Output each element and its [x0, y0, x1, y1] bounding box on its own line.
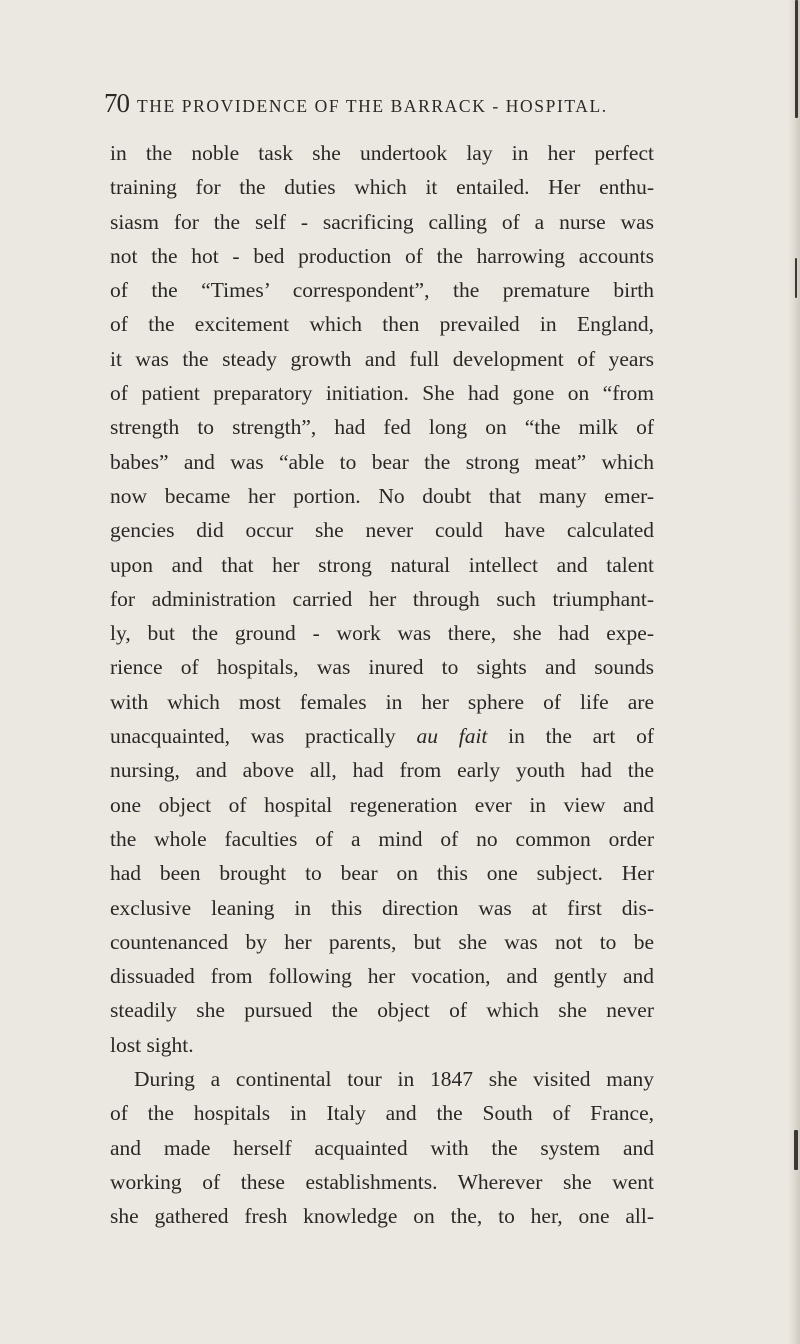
text-line: of the excitement which then prevailed in England, — [110, 312, 654, 337]
text-line: now became her portion. No doubt that many emer- — [110, 483, 654, 508]
text-line: of the “Times’ correspondent”, the premature birth — [110, 278, 654, 303]
text-line: for administration carried her through such triumphant- — [110, 586, 654, 611]
text-line: with which most females in her sphere of life are — [110, 689, 654, 714]
text-line: ly, but the ground - work was there, she had expe- — [110, 621, 654, 646]
body-text — [110, 136, 654, 1234]
running-title: THE PROVIDENCE OF THE BARRACK - HOSPITAL. — [137, 96, 608, 116]
edge-mark — [795, 258, 797, 298]
edge-mark — [795, 0, 798, 118]
text-line: steadily she pursued the object of which she never — [110, 998, 654, 1023]
running-head — [104, 88, 664, 118]
edge-mark — [794, 1130, 798, 1170]
text-line: siasm for the self - sacrificing calling of a nurse was — [110, 209, 654, 234]
text-line: gencies did occur she never could have calculated — [110, 518, 654, 543]
text-line: exclusive leaning in this direction was at first dis- — [110, 895, 654, 920]
text-line: of the hospitals in Italy and the South of France, — [110, 1101, 654, 1126]
text-line: lost sight. — [110, 1032, 194, 1057]
text-line: babes” and was “able to bear the strong meat” which — [110, 449, 654, 474]
text-line: strength to strength”, had fed long on “the milk of — [110, 415, 654, 440]
page-number: 70 — [104, 88, 129, 118]
text-line: had been brought to bear on this one subject. Her — [110, 861, 654, 886]
text-line: During a continental tour in 1847 she visited many — [134, 1067, 654, 1092]
text-line: rience of hospitals, was inured to sights and sounds — [110, 655, 654, 680]
text-line: the whole faculties of a mind of no common order — [110, 826, 654, 851]
text-line: countenanced by her parents, but she was not to be — [110, 929, 654, 954]
text-line: in the noble task she undertook lay in her perfect — [110, 141, 654, 165]
text-line: training for the duties which it entailed. Her enthu- — [110, 175, 654, 200]
text-line: of patient preparatory initiation. She had gone on “from — [110, 381, 654, 406]
italic-phrase: au fait — [416, 724, 488, 749]
text-line: not the hot - bed production of the harrowing accounts — [110, 243, 654, 268]
text-line: upon and that her strong natural intellect and talent — [110, 552, 654, 577]
text-line: dissuaded from following her vocation, and gently and — [110, 964, 654, 989]
text-line: working of these establishments. Wherever she went — [110, 1169, 654, 1194]
text-line: and made herself acquainted with the system and — [110, 1135, 654, 1160]
text-line: she gathered fresh knowledge on the, to her, one all- — [110, 1204, 654, 1229]
text-line: one object of hospital regeneration ever in view and — [110, 792, 654, 817]
text-line: nursing, and above all, had from early youth had the — [110, 758, 654, 783]
text-line: unacquainted, was practically au fait in the art of — [110, 724, 655, 749]
text-line: it was the steady growth and full development of years — [110, 346, 654, 371]
